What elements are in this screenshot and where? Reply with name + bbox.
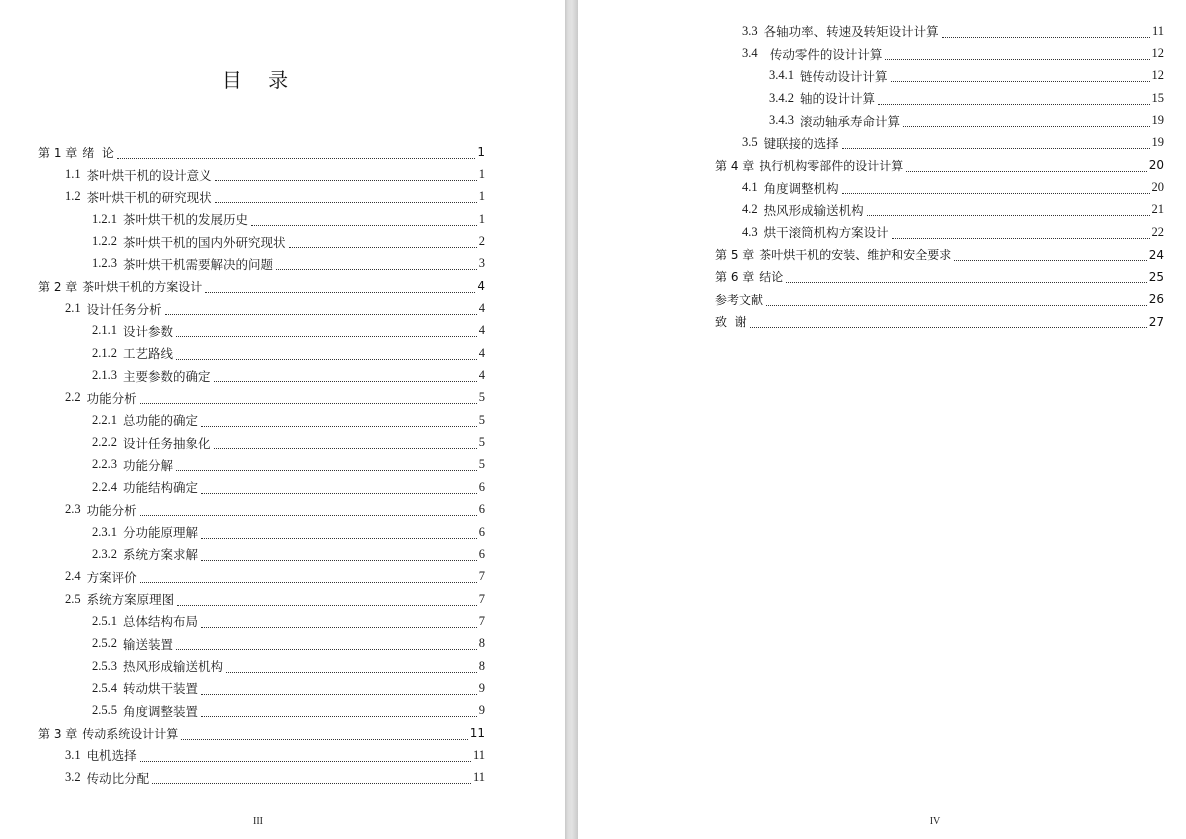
toc-entry-page: 20	[1151, 180, 1164, 195]
toc-entry[interactable]	[38, 588, 485, 610]
toc-entry[interactable]	[38, 767, 485, 789]
toc-entry-number: 3.4.2	[769, 90, 794, 105]
toc-entry-page: 1	[477, 145, 485, 160]
dot-leader	[201, 416, 477, 427]
toc-entry[interactable]	[38, 163, 485, 185]
toc-entry-number: 3.4.3	[769, 113, 794, 128]
toc-entry[interactable]	[38, 700, 485, 722]
toc-entry-number: 2.1.3	[92, 368, 117, 383]
toc-entry-label: 工艺路线	[123, 347, 174, 362]
dot-leader	[201, 528, 477, 539]
page-number-footer: IV	[929, 816, 941, 827]
toc-entry-page: 15	[1151, 90, 1164, 105]
toc-entry-label: 设计任务分析	[86, 302, 162, 317]
toc-entry-number: 2.5.5	[92, 703, 117, 718]
toc-entry-number: 2.2.3	[92, 457, 117, 472]
toc-entry-label: 输送装置	[123, 637, 174, 652]
dot-leader	[165, 304, 477, 315]
toc-entry-label: 茶叶烘干机的研究现状	[86, 190, 212, 205]
toc-entry-page: 20	[1148, 158, 1164, 173]
toc-list-right	[715, 20, 1164, 333]
toc-entry[interactable]	[715, 87, 1164, 109]
toc-entry[interactable]	[715, 266, 1164, 288]
toc-entry[interactable]	[38, 633, 485, 655]
toc-entry-label: 设计任务抽象化	[123, 436, 211, 451]
toc-entry-label: 传动系统设计计算	[82, 726, 179, 741]
toc-entry-page: 12	[1151, 68, 1164, 83]
toc-entry-label: 功能结构确定	[123, 481, 199, 496]
toc-entry[interactable]	[715, 132, 1164, 154]
toc-entry-page: 7	[478, 613, 485, 628]
dot-leader	[140, 751, 471, 762]
toc-entry-label: 系统方案原理图	[86, 593, 175, 608]
toc-entry[interactable]	[38, 186, 485, 208]
toc-entry-page: 8	[478, 658, 485, 673]
toc-entry-number: 2.3.1	[92, 524, 117, 539]
toc-entry-label: 功能分析	[86, 503, 137, 518]
toc-entry-label: 设计参数	[123, 324, 174, 339]
toc-entry-page: 3	[478, 256, 485, 271]
toc-entry[interactable]	[38, 387, 485, 409]
toc-entry-number: 2.5.3	[92, 658, 117, 673]
toc-entry[interactable]	[715, 154, 1164, 176]
toc-entry-number: 4.3	[742, 224, 758, 239]
page-gutter	[565, 0, 578, 839]
toc-entry-page: 27	[1148, 314, 1164, 329]
toc-entry-label: 滚动轴承寿命计算	[800, 114, 901, 129]
toc-entry[interactable]	[38, 476, 485, 498]
dot-leader	[177, 595, 477, 606]
toc-entry-label: 分功能原理解	[123, 526, 199, 541]
toc-entry-page: 19	[1151, 135, 1164, 150]
dot-leader	[214, 371, 477, 382]
toc-entry-number: 2.5.1	[92, 613, 117, 628]
toc-entry[interactable]	[38, 364, 485, 386]
dot-leader	[176, 349, 477, 360]
toc-entry-page: 11	[472, 770, 485, 785]
toc-entry-page: 9	[478, 680, 485, 695]
toc-entry[interactable]	[38, 543, 485, 565]
toc-entry[interactable]	[38, 320, 485, 342]
dot-leader	[201, 483, 477, 494]
toc-entry-page: 7	[478, 569, 485, 584]
toc-entry-number: 2.3	[65, 502, 81, 517]
toc-entry[interactable]	[715, 310, 1164, 332]
toc-entry-label: 总功能的确定	[123, 414, 199, 429]
dot-leader	[878, 94, 1149, 105]
toc-entry-label: 各轴功率、转速及转矩设计计算	[763, 25, 939, 40]
toc-entry-page: 24	[1148, 247, 1164, 262]
toc-list-left	[38, 141, 485, 789]
dot-leader	[885, 49, 1149, 60]
toc-entry[interactable]	[715, 288, 1164, 310]
toc-entry-label: 传动零件的设计计算	[763, 47, 883, 62]
toc-entry[interactable]	[715, 176, 1164, 198]
toc-entry-label: 茶叶烘干机的方案设计	[82, 279, 203, 294]
dot-leader	[766, 295, 1147, 306]
toc-entry[interactable]	[38, 722, 485, 744]
toc-entry[interactable]	[38, 409, 485, 431]
toc-entry[interactable]	[38, 677, 485, 699]
toc-entry-page: 4	[478, 301, 485, 316]
toc-entry-page: 4	[478, 368, 485, 383]
toc-entry-page: 19	[1151, 113, 1164, 128]
toc-entry-label: 茶叶烘干机的国内外研究现状	[123, 235, 286, 250]
toc-entry-page: 11	[469, 726, 485, 741]
toc-entry-label: 系统方案求解	[123, 548, 199, 563]
toc-entry-number: 3.2	[65, 770, 81, 785]
toc-entry-label: 热风形成输送机构	[123, 660, 224, 675]
toc-entry-page: 22	[1151, 224, 1164, 239]
dot-leader	[140, 505, 477, 516]
toc-entry-page: 11	[472, 747, 485, 762]
toc-entry-number: 3.4	[742, 46, 758, 61]
toc-entry-page: 6	[478, 546, 485, 561]
dot-leader	[201, 550, 477, 561]
toc-entry[interactable]	[38, 431, 485, 453]
toc-entry-number: 2.2	[65, 390, 81, 405]
toc-entry-page: 1	[478, 167, 485, 182]
toc-entry-number: 1.2	[65, 189, 81, 204]
toc-entry-label: 茶叶烘干机的安装、维护和安全要求	[759, 248, 952, 263]
dot-leader	[215, 192, 477, 203]
toc-entry-number: 第 4 章	[715, 158, 755, 173]
toc-entry-page: 5	[478, 390, 485, 405]
toc-entry[interactable]	[38, 454, 485, 476]
dot-leader	[842, 138, 1150, 149]
document-page-left	[0, 0, 565, 839]
dot-leader	[205, 282, 475, 293]
toc-entry-label: 功能分解	[123, 458, 174, 473]
toc-title: 目 录	[221, 68, 299, 92]
toc-entry[interactable]	[715, 20, 1164, 42]
dot-leader	[954, 250, 1146, 261]
toc-entry-label: 总体结构布局	[123, 615, 199, 630]
toc-entry[interactable]	[38, 521, 485, 543]
toc-entry-number: 2.2.2	[92, 435, 117, 450]
toc-entry-number: 第 1 章	[38, 145, 78, 160]
toc-entry-page: 6	[478, 479, 485, 494]
toc-entry-number: 3.4.1	[769, 68, 794, 83]
toc-entry-number: 2.5.4	[92, 680, 117, 695]
toc-entry[interactable]	[38, 275, 485, 297]
toc-entry-page: 4	[478, 323, 485, 338]
toc-entry[interactable]	[38, 208, 485, 230]
toc-entry-page: 5	[478, 412, 485, 427]
toc-entry-page: 1	[478, 189, 485, 204]
toc-entry-page: 6	[478, 502, 485, 517]
toc-entry-number: 1.2.3	[92, 256, 117, 271]
dot-leader	[891, 71, 1150, 82]
dot-leader	[842, 183, 1150, 194]
toc-entry-page: 11	[1151, 23, 1164, 38]
toc-entry-page: 4	[477, 279, 485, 294]
dot-leader	[201, 684, 477, 695]
toc-entry-number: 3.5	[742, 135, 758, 150]
toc-entry-number: 2.2.4	[92, 479, 117, 494]
toc-entry-number: 2.4	[65, 569, 81, 584]
toc-entry-label: 链传动设计计算	[800, 69, 888, 84]
toc-entry-page: 25	[1148, 269, 1164, 284]
toc-entry[interactable]	[38, 499, 485, 521]
dot-leader	[176, 460, 477, 471]
toc-entry-label: 绪 论	[82, 145, 114, 160]
toc-entry-label: 茶叶烘干机需要解决的问题	[123, 257, 274, 272]
dot-leader	[226, 662, 477, 673]
toc-entry-label: 功能分析	[86, 391, 137, 406]
toc-entry-label: 参考文献	[715, 292, 764, 307]
toc-entry[interactable]	[715, 221, 1164, 243]
toc-entry-page: 8	[478, 636, 485, 651]
document-page-right	[578, 0, 1186, 839]
toc-entry-label: 轴的设计计算	[800, 92, 876, 107]
toc-entry-page: 26	[1148, 292, 1164, 307]
toc-entry[interactable]	[38, 342, 485, 364]
dot-leader	[152, 773, 471, 784]
toc-entry-number: 4.1	[742, 180, 758, 195]
toc-entry-page: 9	[478, 703, 485, 718]
dot-leader	[214, 438, 477, 449]
toc-entry[interactable]	[38, 141, 485, 163]
dot-leader	[906, 161, 1146, 172]
dot-leader	[176, 326, 477, 337]
toc-entry-number: 3.1	[65, 747, 81, 762]
dot-leader	[215, 170, 477, 181]
toc-entry-label: 角度调整机构	[763, 181, 839, 196]
toc-entry-page: 21	[1151, 202, 1164, 217]
toc-entry[interactable]	[38, 253, 485, 275]
page-number-footer: III	[253, 816, 263, 827]
toc-entry[interactable]	[38, 230, 485, 252]
dot-leader	[181, 729, 467, 740]
toc-entry-page: 7	[478, 591, 485, 606]
toc-entry[interactable]	[715, 199, 1164, 221]
dot-leader	[867, 205, 1150, 216]
toc-entry-number: 2.2.1	[92, 412, 117, 427]
toc-entry[interactable]	[715, 109, 1164, 131]
toc-entry[interactable]	[715, 42, 1164, 64]
toc-entry-number: 1.2.2	[92, 234, 117, 249]
toc-entry-number: 2.1.1	[92, 323, 117, 338]
dot-leader	[289, 237, 477, 248]
toc-entry-label: 执行机构零部件的设计计算	[759, 158, 904, 173]
toc-entry-label: 茶叶烘干机的设计意义	[86, 168, 212, 183]
toc-entry-number: 2.1.2	[92, 345, 117, 360]
toc-entry-number: 2.1	[65, 301, 81, 316]
toc-entry[interactable]	[38, 744, 485, 766]
toc-entry-page: 4	[478, 345, 485, 360]
toc-entry-label: 方案评价	[86, 570, 137, 585]
toc-entry-number: 第 6 章	[715, 270, 755, 285]
dot-leader	[117, 148, 475, 159]
dot-leader	[276, 259, 477, 270]
dot-leader	[140, 393, 477, 404]
dot-leader	[176, 639, 477, 650]
toc-entry-label: 转动烘干装置	[123, 682, 199, 697]
toc-entry-label: 茶叶烘干机的发展历史	[123, 213, 249, 228]
toc-entry-number: 2.5	[65, 591, 81, 606]
toc-entry-label: 键联接的选择	[763, 136, 839, 151]
toc-entry-label: 主要参数的确定	[123, 369, 211, 384]
toc-entry-number: 3.3	[742, 23, 758, 38]
toc-entry[interactable]	[38, 566, 485, 588]
toc-entry-label: 烘干滚筒机构方案设计	[763, 226, 889, 241]
dot-leader	[786, 272, 1146, 283]
toc-entry-number: 1.2.1	[92, 211, 117, 226]
dot-leader	[201, 706, 477, 717]
toc-entry[interactable]	[715, 243, 1164, 265]
toc-entry-page: 5	[478, 435, 485, 450]
toc-entry-page: 5	[478, 457, 485, 472]
toc-entry-number: 第 2 章	[38, 279, 78, 294]
dot-leader	[903, 116, 1149, 127]
toc-entry-number: 2.5.2	[92, 636, 117, 651]
toc-entry-number: 2.3.2	[92, 546, 117, 561]
toc-entry-label: 电机选择	[86, 749, 137, 764]
toc-entry[interactable]	[38, 655, 485, 677]
toc-entry-number: 4.2	[742, 202, 758, 217]
toc-entry[interactable]	[38, 297, 485, 319]
toc-entry-label: 致 谢	[715, 315, 747, 330]
toc-entry-number: 第 5 章	[715, 248, 755, 263]
toc-entry-label: 传动比分配	[86, 771, 150, 786]
toc-entry[interactable]	[38, 610, 485, 632]
dot-leader	[750, 317, 1147, 328]
toc-entry-page: 12	[1151, 46, 1164, 61]
dot-leader	[201, 617, 477, 628]
dot-leader	[942, 27, 1150, 38]
toc-entry-label: 热风形成输送机构	[763, 203, 864, 218]
toc-entry-page: 2	[478, 234, 485, 249]
dot-leader	[251, 215, 477, 226]
toc-entry-number: 1.1	[65, 167, 81, 182]
dot-leader	[140, 572, 477, 583]
toc-entry-page: 1	[478, 211, 485, 226]
toc-entry-label: 角度调整装置	[123, 704, 199, 719]
toc-entry-page: 6	[478, 524, 485, 539]
dot-leader	[892, 228, 1150, 239]
toc-entry-label: 结论	[759, 270, 784, 285]
toc-entry-number: 第 3 章	[38, 726, 78, 741]
toc-entry[interactable]	[715, 65, 1164, 87]
